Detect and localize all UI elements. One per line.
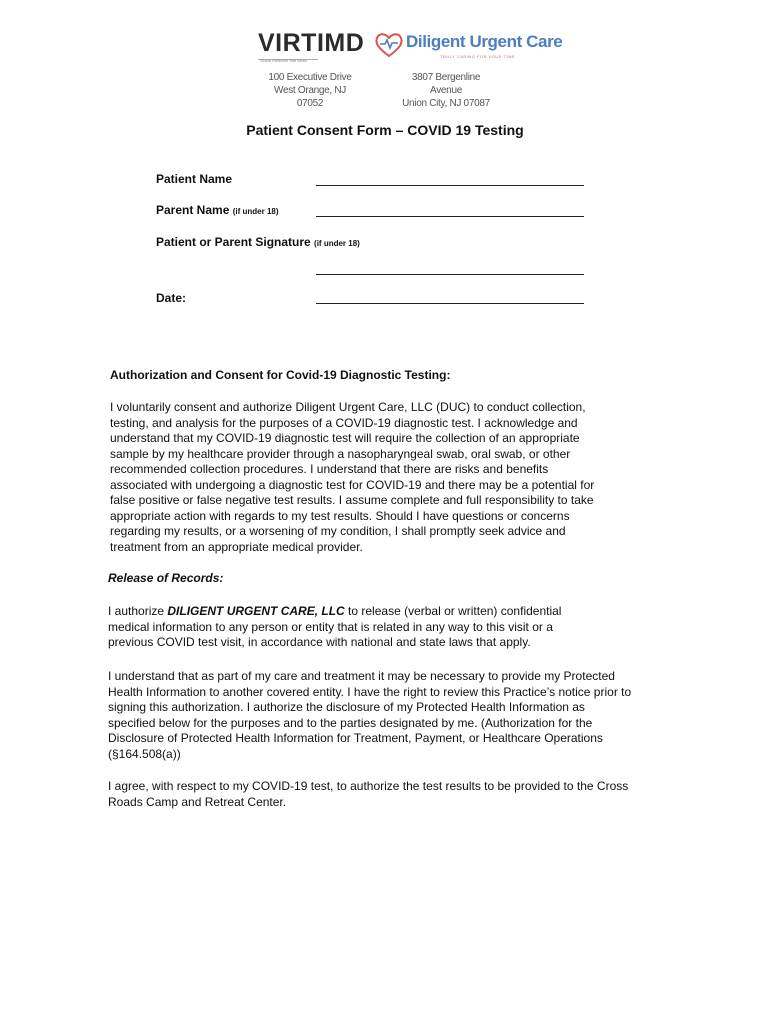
release-line: previous COVID test visit, in accordance with national and state laws that apply. (108, 635, 531, 649)
virtimd-address (262, 71, 358, 110)
virtimd-address-line2: West Orange, NJ 07052 (273, 85, 346, 109)
signature-note: (if under 18) (314, 239, 360, 248)
authorization-heading: Authorization and Consent for Covid-19 Diagnostic Testing: (110, 368, 451, 382)
authorization-line: sample by my healthcare provider through a nasopharyngeal swab, oral swab, or other (110, 446, 571, 461)
heart-stethoscope-icon (374, 32, 404, 58)
patient-name-line[interactable] (316, 185, 584, 186)
date-label-text: Date: (156, 291, 187, 305)
parent-name-note: (if under 18) (232, 207, 279, 216)
diligent-logo (374, 30, 563, 62)
release-paragraph-3 (108, 779, 668, 810)
virtimd-wordmark: VIRTIMD (258, 29, 365, 57)
authorization-line: testing, and analysis for the purposes of a COVID-19 diagnostic test. I acknowledge and (110, 415, 578, 430)
date-label (156, 291, 186, 305)
date-line[interactable] (316, 303, 584, 304)
patient-name-label (156, 172, 232, 186)
virtimd-logo (258, 28, 365, 68)
release-paragraph-2 (108, 669, 668, 762)
signature-line[interactable] (316, 274, 584, 275)
authorization-line: recommended collection procedures. I understand that there are risks and benefits (110, 462, 549, 476)
parent-name-label-text: Parent Name (156, 203, 230, 217)
release-heading: Release of Records: (108, 571, 224, 585)
release-line: I understand that as part of my care and treatment it may be necessary to provide my Protected (108, 669, 615, 683)
release-prefix: I authorize (108, 604, 168, 618)
release-line: specified below for the purposes and to the parties designated by me. (Authorization for the (108, 715, 593, 730)
diligent-address-line2: Union City, NJ 07087 (402, 98, 490, 109)
authorization-line: treatment from an appropriate medical provider. (110, 539, 363, 554)
form-title: Patient Consent Form – COVID 19 Testing (246, 122, 524, 138)
authorization-line: associated with undergoing a diagnostic test for COVID-19 and there may be a potential for (110, 477, 595, 492)
release-line: Health Information to another covered entity. I have the right to review this Practice’s notice prior to (108, 684, 632, 699)
release-line: Roads Camp and Retreat Center. (108, 794, 287, 809)
diligent-address (398, 71, 494, 110)
release-line: I agree, with respect to my COVID-19 test, to authorize the test results to be provided to the Cross (108, 779, 629, 793)
release-line: Disclosure of Protected Health Information for Treatment, Payment, or Healthcare Operations (108, 731, 603, 745)
diligent-wordmark: Diligent Urgent Care (406, 32, 563, 51)
release-line: signing this authorization. I authorize the disclosure of my Protected Health Information as (108, 700, 585, 714)
release-paragraph-1 (108, 604, 668, 651)
authorization-line: understand that my COVID-19 diagnostic test will require the collection of an appropriate (110, 431, 580, 445)
authorization-line: I voluntarily consent and authorize Diligent Urgent Care, LLC (DUC) to conduct collection, (110, 400, 586, 414)
authorization-line: false positive or false negative test results. I assume complete and full responsibility to take (110, 493, 594, 507)
release-suffix: to release (verbal or written) confidential (344, 604, 562, 618)
virtimd-tagline: Virtual medicine that cares (260, 58, 308, 63)
release-line (108, 604, 668, 620)
company-name: DILIGENT URGENT CARE, LLC (167, 604, 345, 618)
authorization-line: appropriate action with regards to my test results. Should I have questions or concerns (110, 508, 570, 523)
diligent-tagline: TRULY CARING FOR YOUR TIME (440, 54, 516, 59)
virtimd-address-line1: 100 Executive Drive (268, 72, 352, 83)
signature-label-text: Patient or Parent Signature (156, 235, 311, 249)
signature-label (156, 235, 360, 249)
parent-name-label (156, 203, 279, 217)
authorization-line: regarding my results, or a worsening of my condition, I shall promptly seek advice and (110, 524, 566, 538)
patient-name-label-text: Patient Name (156, 172, 233, 186)
release-line: (§164.508(a)) (108, 746, 181, 761)
release-line: medical information to any person or entity that is related in any way to this visit or a (108, 619, 553, 634)
parent-name-line[interactable] (316, 216, 584, 217)
diligent-address-line1: 3807 Bergenline Avenue (411, 72, 481, 96)
authorization-paragraph (110, 400, 630, 555)
